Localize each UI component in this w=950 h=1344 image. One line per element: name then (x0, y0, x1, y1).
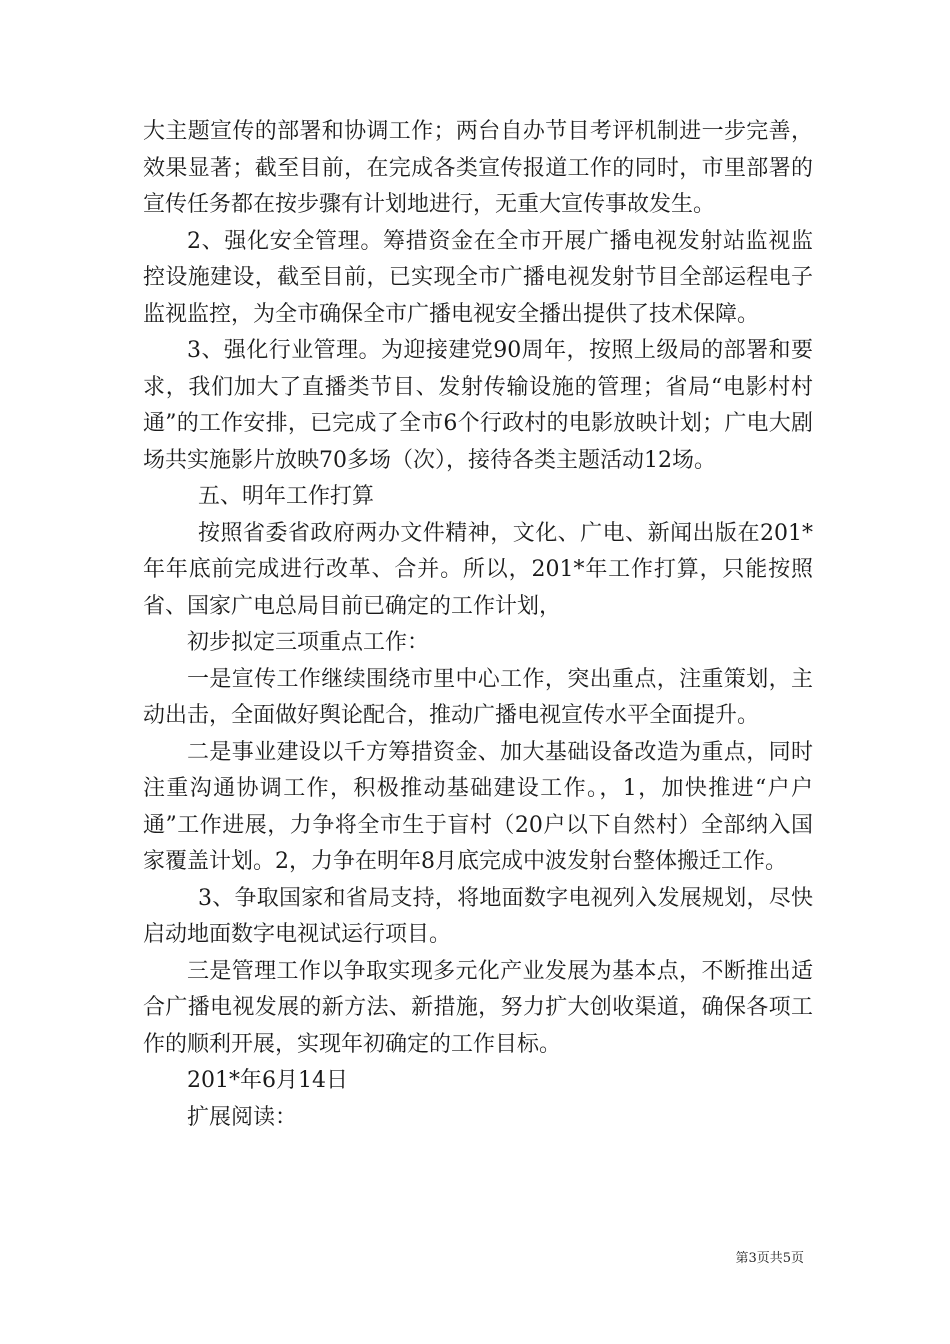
section-heading: 五、明年工作打算 (198, 484, 375, 509)
paragraph-5: 按照省委省政府两办文件精神，文化、广电、新闻出版在201*年年底前完成进行改革、合并。所以，201*年工作打算，只能按照省、国家广电总局目前已确定的工作计划， (143, 520, 813, 619)
extended-reading-label: 扩展阅读： (187, 1104, 298, 1130)
paragraph-1: 大主题宣传的部署和协调工作；两台自办节目考评机制进一步完善，效果显著；截至目前，在完成各类宣传报道工作的同时，市里部署的宣传任务都在按步骤有计划地进行，无重大宣传事故发生。 (143, 119, 813, 217)
date-line: 201*年6月14日 (187, 1068, 348, 1093)
paragraph-8: 二是事业建设以千方筹措资金、加大基础设备改造为重点，同时注重沟通协调工作，积极推动基础建设工作。，1，加快推进“户户通”工作进展，力争将全市生于盲村（20户以下自然村）全部纳入国家覆盖计划。2，力争在明年8月底完成中波发射台整体搬迁工作。 (143, 739, 813, 874)
paragraph-2: 2、强化安全管理。筹措资金在全市开展广播电视发射站监视监控设施建设，截至目前，已实现全市广播电视发射节目全部运程电子监视监控，为全市确保全市广播电视安全播出提供了技术保障。 (143, 228, 813, 327)
paragraph-10: 三是管理工作以争取实现多元化产业发展为基本点，不断推出适合广播电视发展的新方法、新措施，努力扩大创收渠道，确保各项工作的顺利开展，实现年初确定的工作目标。 (143, 958, 813, 1057)
document-body (143, 114, 813, 1136)
page-number-footer: 第3页共5页 (735, 1251, 804, 1266)
paragraph-7: 一是宣传工作继续围绕市里中心工作，突出重点，注重策划，主动出击，全面做好舆论配合，推动广播电视宣传水平全面提升。 (143, 666, 813, 728)
paragraph-3: 3、强化行业管理。为迎接建党90周年，按照上级局的部署和要求，我们加大了直播类节目、发射传输设施的管理；省局“电影村村通”的工作安排，已完成了全市6个行政村的电影放映计划；广电大剧场共实施影片放映70多场（次），接待各类主题活动12场。 (143, 338, 813, 473)
paragraph-9: 3、争取国家和省局支持，将地面数字电视列入发展规划，尽快启动地面数字电视试运行项目。 (143, 885, 813, 947)
paragraph-6: 初步拟定三项重点工作： (187, 630, 430, 655)
